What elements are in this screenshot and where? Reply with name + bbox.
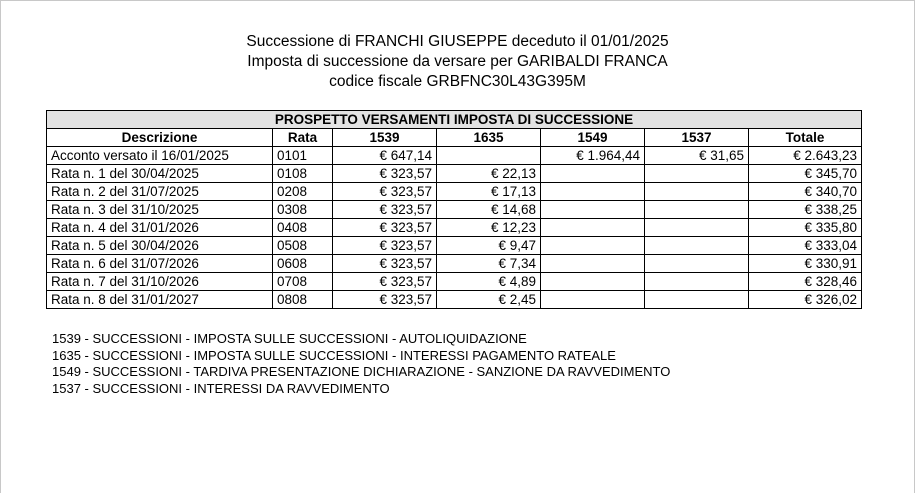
table-row	[47, 147, 862, 165]
cell-1537	[645, 255, 749, 273]
cell-1635	[437, 147, 541, 165]
cell-1635: € 12,23	[437, 219, 541, 237]
cell-1635: € 4,89	[437, 273, 541, 291]
table-row	[47, 291, 862, 309]
cell-totale: € 335,80	[749, 219, 862, 237]
cell-1549	[541, 165, 645, 183]
cell-1549	[541, 183, 645, 201]
cell-totale: € 338,25	[749, 201, 862, 219]
cell-1635: € 9,47	[437, 237, 541, 255]
cell-rata: 0708	[273, 273, 333, 291]
header-line-decedent: Successione di FRANCHI GIUSEPPE deceduto il 01/01/2025	[246, 33, 669, 50]
cell-1635: € 22,13	[437, 165, 541, 183]
cell-totale: € 333,04	[749, 237, 862, 255]
cell-1537: € 31,65	[645, 147, 749, 165]
cell-descrizione: Rata n. 2 del 31/07/2025	[47, 183, 273, 201]
cell-totale: € 328,46	[749, 273, 862, 291]
cell-rata: 0408	[273, 219, 333, 237]
cell-rata: 0101	[273, 147, 333, 165]
cell-descrizione: Rata n. 1 del 30/04/2025	[47, 165, 273, 183]
cell-1537	[645, 183, 749, 201]
legend-item: 1537 - SUCCESSIONI - INTERESSI DA RAVVEDIMENTO	[52, 380, 390, 396]
cell-totale: € 2.643,23	[749, 147, 862, 165]
table-row	[47, 273, 862, 291]
table-row	[47, 165, 862, 183]
cell-rata: 0808	[273, 291, 333, 309]
cell-1539: € 323,57	[333, 273, 437, 291]
cell-descrizione: Rata n. 3 del 31/10/2025	[47, 201, 273, 219]
cell-1539: € 323,57	[333, 291, 437, 309]
cell-descrizione: Rata n. 4 del 31/01/2026	[47, 219, 273, 237]
cell-rata: 0308	[273, 201, 333, 219]
document-header	[0, 32, 915, 92]
column-header-1539: 1539	[333, 129, 437, 147]
cell-totale: € 326,02	[749, 291, 862, 309]
column-header-1537: 1537	[645, 129, 749, 147]
cell-1539: € 323,57	[333, 201, 437, 219]
legend-item: 1635 - SUCCESSIONI - IMPOSTA SULLE SUCCESSIONI - INTERESSI PAGAMENTO RATEALE	[52, 347, 616, 363]
table-title: PROSPETTO VERSAMENTI IMPOSTA DI SUCCESSIONE	[47, 111, 862, 129]
table-row	[47, 255, 862, 273]
legend-item: 1539 - SUCCESSIONI - IMPOSTA SULLE SUCCESSIONI - AUTOLIQUIDAZIONE	[52, 331, 527, 346]
cell-rata: 0608	[273, 255, 333, 273]
cell-1549	[541, 237, 645, 255]
header-line-heir: Imposta di successione da versare per GARIBALDI FRANCA	[247, 53, 668, 70]
cell-1549	[541, 201, 645, 219]
payments-table	[46, 110, 862, 309]
cell-1537	[645, 273, 749, 291]
cell-1539: € 323,57	[333, 183, 437, 201]
cell-1549	[541, 255, 645, 273]
table-row	[47, 237, 862, 255]
table-row	[47, 219, 862, 237]
header-line-tax-code: codice fiscale GRBFNC30L43G395M	[329, 73, 586, 90]
cell-1537	[645, 165, 749, 183]
cell-descrizione: Acconto versato il 16/01/2025	[47, 147, 273, 165]
cell-1549: € 1.964,44	[541, 147, 645, 165]
cell-1539: € 323,57	[333, 219, 437, 237]
cell-rata: 0508	[273, 237, 333, 255]
cell-descrizione: Rata n. 7 del 31/10/2026	[47, 273, 273, 291]
cell-descrizione: Rata n. 6 del 31/07/2026	[47, 255, 273, 273]
cell-1537	[645, 291, 749, 309]
column-header-rata: Rata	[273, 129, 333, 147]
cell-1537	[645, 201, 749, 219]
column-header-totale: Totale	[749, 129, 862, 147]
cell-1539: € 323,57	[333, 165, 437, 183]
cell-1549	[541, 291, 645, 309]
cell-1539: € 647,14	[333, 147, 437, 165]
table-row	[47, 183, 862, 201]
cell-1549	[541, 219, 645, 237]
cell-rata: 0208	[273, 183, 333, 201]
cell-descrizione: Rata n. 5 del 30/04/2026	[47, 237, 273, 255]
cell-rata: 0108	[273, 165, 333, 183]
cell-1539: € 323,57	[333, 255, 437, 273]
cell-1537	[645, 219, 749, 237]
cell-totale: € 330,91	[749, 255, 862, 273]
column-header-1635: 1635	[437, 129, 541, 147]
table-row	[47, 201, 862, 219]
legend-item: 1549 - SUCCESSIONI - TARDIVA PRESENTAZIONE DICHIARAZIONE - SANZIONE DA RAVVEDIMENTO	[52, 364, 671, 379]
cell-1549	[541, 273, 645, 291]
cell-1635: € 7,34	[437, 255, 541, 273]
cell-totale: € 345,70	[749, 165, 862, 183]
cell-totale: € 340,70	[749, 183, 862, 201]
cell-1539: € 323,57	[333, 237, 437, 255]
cell-1537	[645, 237, 749, 255]
tax-code-legend	[52, 331, 670, 397]
cell-1635: € 2,45	[437, 291, 541, 309]
column-header-descrizione: Descrizione	[47, 129, 273, 147]
cell-1635: € 14,68	[437, 201, 541, 219]
column-header-1549: 1549	[541, 129, 645, 147]
cell-1635: € 17,13	[437, 183, 541, 201]
cell-descrizione: Rata n. 8 del 31/01/2027	[47, 291, 273, 309]
